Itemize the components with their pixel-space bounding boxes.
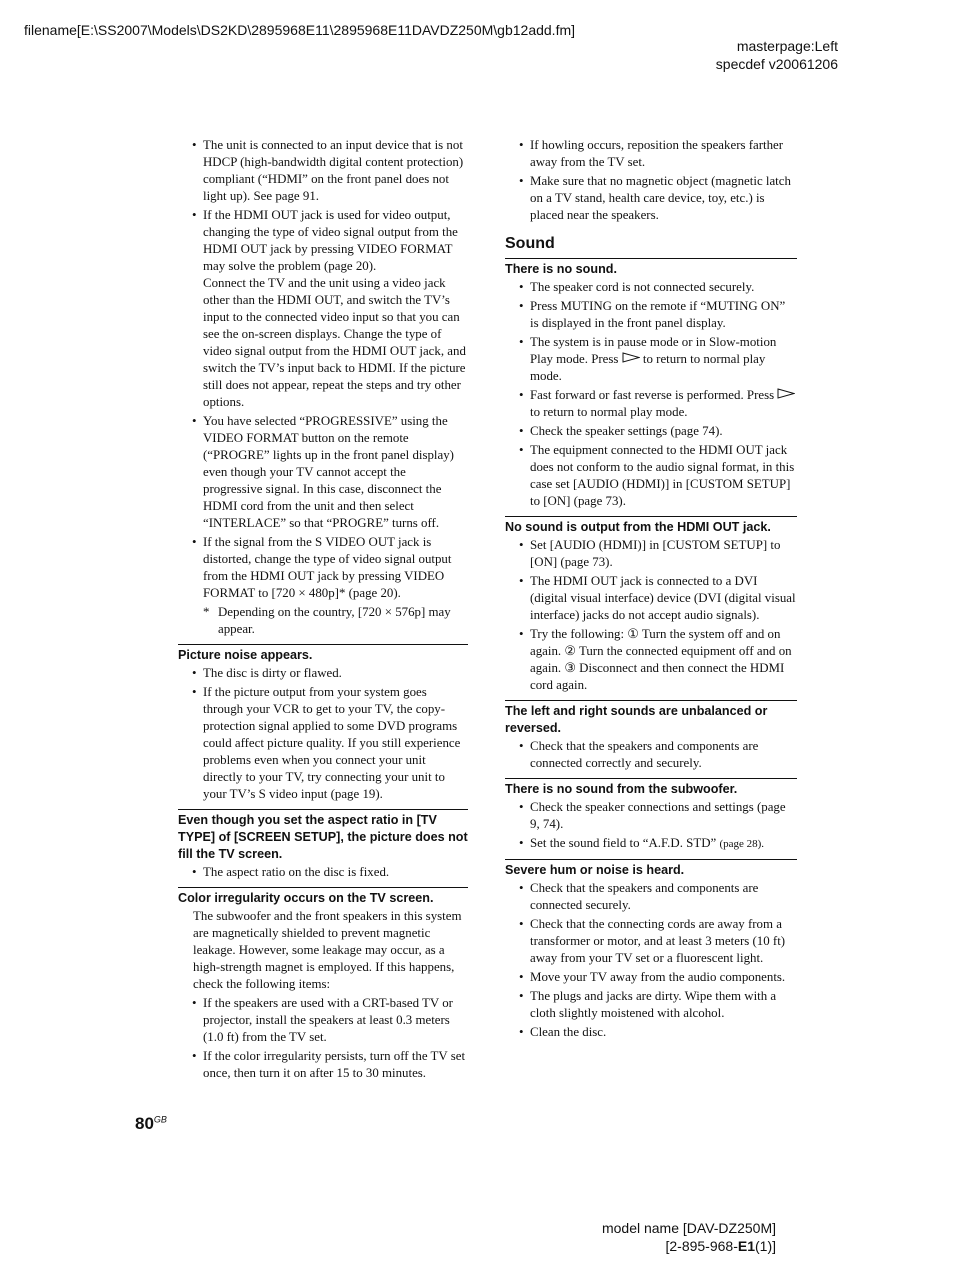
paragraph: The subwoofer and the front speakers in this system are magnetically shielded to prevent magnetic leakage. However, some leakage may occur, as a high-strength magnet is employed. If this happens, check the following items:: [193, 909, 462, 991]
list-item-text: Turn the connected equipment off and on again.: [530, 644, 792, 675]
page-number: [135, 1114, 167, 1134]
list-item: • The equipment connected to the HDMI OUT jack does not conform to the audio signal format, in this case set [AUDIO (HDMI)] in [CUSTOM SETUP] to [ON] (page 73).: [505, 442, 797, 510]
masterpage-label: masterpage:Left: [736, 38, 838, 54]
list-item-text: Disconnect and then connect the HDMI cord again.: [530, 661, 785, 692]
section-title-sound: Sound: [505, 235, 555, 252]
page-reference: (page 28).: [719, 838, 765, 850]
bullet-list: [178, 864, 468, 881]
list-item-text: Connect the TV and the unit using a video jack other than the HDMI OUT, and switch the TV’s input to the connected video input so that you can see the on-screen displays. Change the type of video signal output from the HDMI OUT jack, and switch the TV’s input back to HDMI. If the picture still does not appear, repeat the steps and try other options.: [203, 276, 466, 409]
part-code-suffix: (1)]: [755, 1238, 776, 1254]
heading-no-hdmi-sound: No sound is output from the HDMI OUT jack.: [505, 516, 797, 536]
list-item-text: to return to normal play mode.: [530, 405, 688, 419]
list-item: • Move your TV away from the audio components.: [505, 969, 797, 986]
heading-hum: Severe hum or noise is heard.: [505, 859, 797, 879]
part-code: [602, 1237, 776, 1255]
list-item-text: to return to normal play mode.: [530, 352, 766, 383]
list-item-text: Try the following:: [530, 627, 625, 641]
list-item: • The HDMI OUT jack is connected to a DVI (digital visual interface) device (DVI (digital visual interface) jacks do not accept audio signals).: [505, 573, 797, 624]
list-item: • Clean the disc.: [505, 1024, 797, 1041]
specdef-label: specdef v20061206: [715, 56, 838, 72]
part-code-prefix: [2-895-968-: [665, 1238, 738, 1254]
list-item: • The aspect ratio on the disc is fixed.: [178, 864, 468, 881]
list-item: [505, 626, 797, 694]
left-column: [178, 137, 468, 1084]
masterpage-header: [716, 37, 838, 73]
page-number-value: 80: [135, 1114, 154, 1133]
heading-aspect-ratio: Even though you set the aspect ratio in [TV TYPE] of [SCREEN SETUP], the picture does not fill the TV screen.: [178, 809, 468, 863]
list-item: • You have selected “PROGRESSIVE” using the VIDEO FORMAT button on the remote (“PROGRE” lights up in the front panel display) even though your TV cannot accept the progressive signal. In this case, disconnect the HDMI cord from the unit and then select “INTERLACE” so that “PROGRE” turns off.: [178, 413, 468, 532]
list-item: • Press MUTING on the remote if “MUTING ON” is displayed in the front panel display.: [505, 298, 797, 332]
list-item-text: Turn the system off and on again.: [530, 627, 781, 658]
list-item: • Check that the speakers and components are connected securely.: [505, 880, 797, 914]
list-item: [505, 334, 797, 385]
bullet-list: [505, 880, 797, 1041]
step-number-3: ③: [564, 661, 576, 675]
bullet-list: [505, 738, 797, 772]
heading-subwoofer: There is no sound from the subwoofer.: [505, 778, 797, 798]
list-item: • Check the speaker settings (page 74).: [505, 423, 797, 440]
right-column: [505, 137, 797, 1043]
list-item: • If the signal from the S VIDEO OUT jack is distorted, change the type of video signal output from the HDMI OUT jack by pressing VIDEO FORMAT to [720 × 480p]* (page 20).: [178, 534, 468, 602]
list-item: • If the picture output from your system goes through your VCR to get to your TV, the copy-protection signal applied to some DVD programs could affect picture quality. If you still experience problems even when you connect your unit directly to your TV, try connecting your unit to your TV’s S video input (page 19).: [178, 684, 468, 803]
list-item: [178, 207, 468, 411]
bullet-list: [505, 799, 797, 853]
list-item: • If howling occurs, reposition the speakers farther away from the TV set.: [505, 137, 797, 171]
page-number-suffix: GB: [153, 1114, 167, 1125]
bullet-list: [178, 995, 468, 1082]
list-item: • Check that the speakers and components are connected correctly and securely.: [505, 738, 797, 772]
play-triangle-outline-icon: [622, 352, 640, 366]
list-item: • The plugs and jacks are dirty. Wipe them with a cloth slightly moistened with alcohol.: [505, 988, 797, 1022]
list-item: [505, 835, 797, 853]
bullet-list: [178, 137, 468, 602]
list-item: • The disc is dirty or flawed.: [178, 665, 468, 682]
part-code-edition: E1: [737, 1238, 755, 1254]
heading-no-sound: There is no sound.: [505, 258, 797, 278]
play-triangle-outline-icon: [777, 388, 795, 402]
filename-header: filename[E:\SS2007\Models\DS2KD\2895968E11\2895968E11DAVDZ250M\gb12add.fm]: [24, 22, 576, 38]
list-item: [505, 387, 797, 421]
list-item-text: • If the HDMI OUT jack is used for video output, changing the type of video signal output from the HDMI OUT jack by pressing VIDEO FORMAT may solve the problem (page 20).: [203, 208, 458, 273]
heading-picture-noise: Picture noise appears.: [178, 644, 468, 664]
bullet-list: [505, 537, 797, 694]
list-item-text: The system is in pause mode or in Slow-motion Play mode. Press: [530, 335, 777, 366]
bullet-list: [505, 137, 797, 224]
footnote: [178, 604, 468, 638]
list-item: • Make sure that no magnetic object (magnetic latch on a TV stand, health care device, toy, etc.) is placed near the speakers.: [505, 173, 797, 224]
step-number-2: ②: [564, 644, 576, 658]
list-item: • Set [AUDIO (HDMI)] in [CUSTOM SETUP] to [ON] (page 73).: [505, 537, 797, 571]
list-item-text: Set the sound field to “A.F.D. STD”: [530, 836, 717, 850]
heading-color-irregularity: Color irregularity occurs on the TV screen.: [178, 887, 468, 907]
list-item: • Check the speaker connections and settings (page 9, 74).: [505, 799, 797, 833]
list-item: • The unit is connected to an input device that is not HDCP (high-bandwidth digital content protection) compliant (“HDMI” on the front panel does not light up). See page 91.: [178, 137, 468, 205]
footer: [602, 1219, 776, 1255]
bullet-list: [178, 665, 468, 803]
list-item: • Check that the connecting cords are away from a transformer or motor, and at least 3 meters (10 ft) away from your TV set or a fluorescent light.: [505, 916, 797, 967]
list-item: • If the speakers are used with a CRT-based TV or projector, install the speakers at least 0.3 meters (1.0 ft) from the TV set.: [178, 995, 468, 1046]
step-number-1: ①: [627, 627, 639, 641]
list-item: • If the color irregularity persists, turn off the TV set once, then turn it on after 15 to 30 minutes.: [178, 1048, 468, 1082]
bullet-list: [505, 279, 797, 510]
model-name: model name [DAV-DZ250M]: [601, 1220, 776, 1236]
list-item-text: Fast forward or fast reverse is performed. Press: [530, 388, 775, 402]
footnote-mark: *: [203, 605, 210, 619]
list-item: • The speaker cord is not connected securely.: [505, 279, 797, 296]
footnote-text: Depending on the country, [720 × 576p] may appear.: [218, 605, 451, 636]
heading-unbalanced: The left and right sounds are unbalanced or reversed.: [505, 700, 797, 737]
